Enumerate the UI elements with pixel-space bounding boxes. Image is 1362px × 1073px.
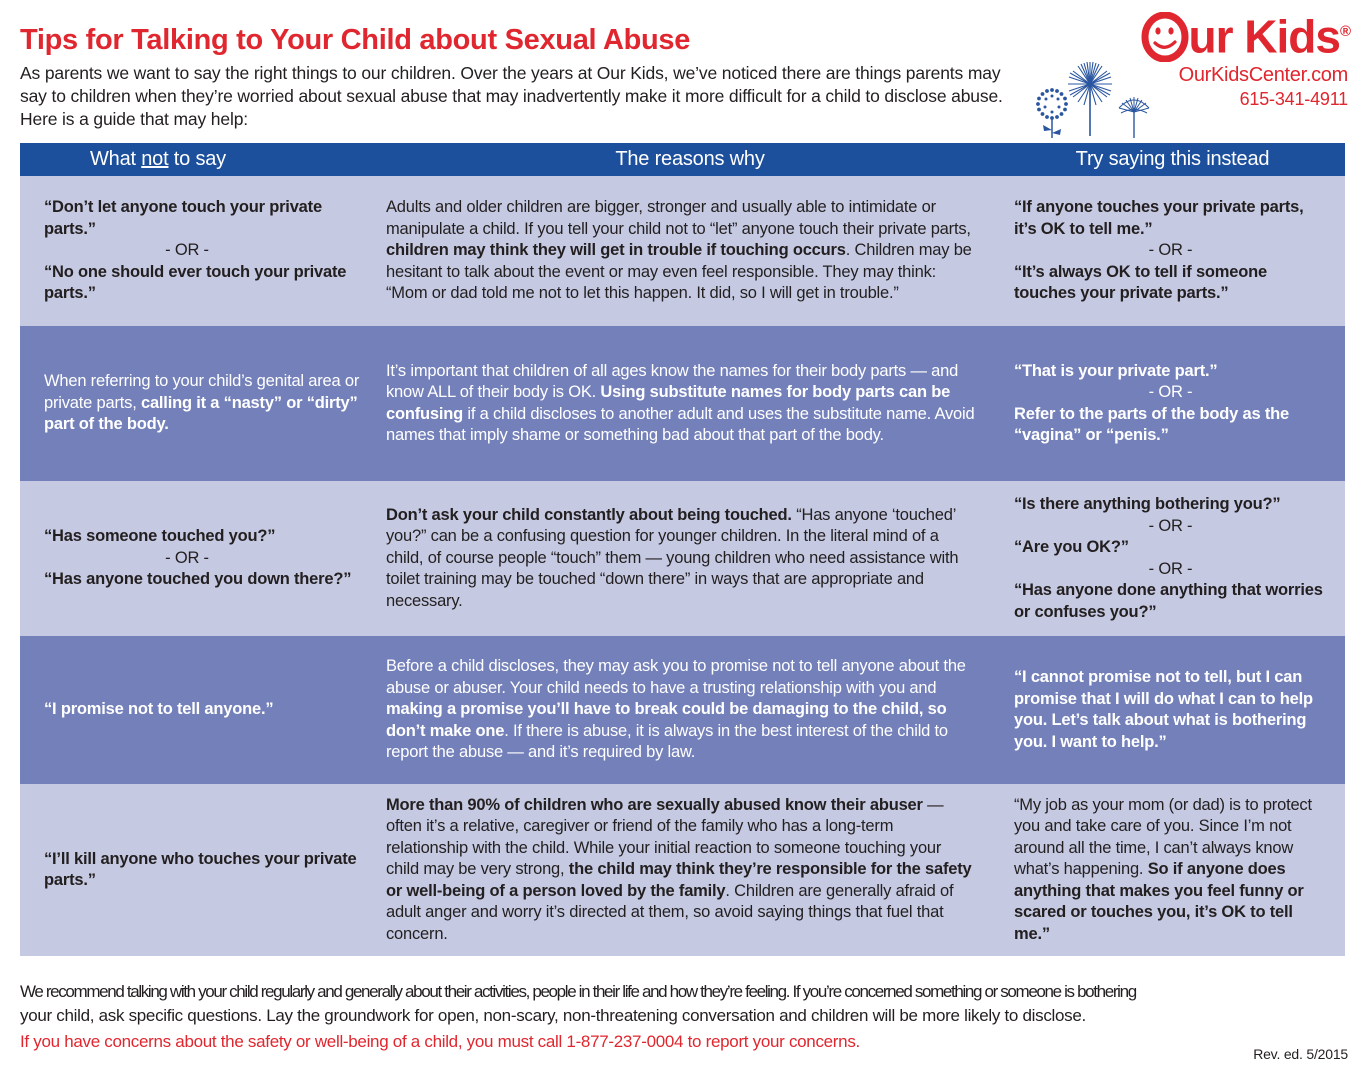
reason-part-c: — often it’s a relative, caregiver or friend of the family who has a long-term relationship with the child. While your initial reaction to someone touching your child may be very strong, bbox=[386, 795, 944, 879]
phrase-1: “Don’t let anyone touch your private parts.” bbox=[44, 198, 322, 238]
document-footer bbox=[20, 980, 1350, 1054]
reason-part-a: Adults and older children are bigger, stronger and usually able to intimidate or manipulate a child. If you tell your child not to “let” anyone touch their private parts, bbox=[386, 198, 971, 238]
alt-phrase-1: “That is your private part.” bbox=[1014, 361, 1218, 380]
alt-phrase-bold: So if anyone does anything that makes you feel funny or scared or touches you, it’s OK to tell me.” bbox=[1014, 860, 1304, 943]
what-not-to-say-cell: “I’ll kill anyone who touches your private parts.” bbox=[44, 849, 357, 889]
column-header-try-saying: Try saying this instead bbox=[1075, 148, 1270, 170]
or-separator: - OR - bbox=[1148, 383, 1193, 401]
registered-trademark: ® bbox=[1339, 23, 1350, 40]
reason-part-c: . If there is abuse, it is always in the best interest of the child to report the abuse — and it’s required by law. bbox=[386, 721, 948, 762]
try-saying-cell bbox=[1000, 488, 1345, 629]
table-row bbox=[20, 481, 1345, 636]
reason-part-c: “Has anyone ‘touched’ you?” can be a confusing question for younger children. In the literal mind of a child, of course people “touch” them — young children who need assistance with toilet training may be touched “down there” in ways that are appropriate and necessary. bbox=[386, 505, 959, 610]
or-separator: - OR - bbox=[165, 241, 209, 260]
try-saying-cell bbox=[1000, 355, 1345, 453]
table-row bbox=[20, 636, 1345, 784]
reason-part-e: . Children are generally afraid of adult anger and worry it’s directed at them, so avoid saying things that fuel that concern. bbox=[386, 881, 954, 943]
reason-part-b: More than 90% of children who are sexually abused know their abuser bbox=[386, 795, 923, 814]
footer-hotline-notice: If you have concerns about the safety or well-being of a child, you must call 1-877-237-0004 to report your concerns. bbox=[20, 1032, 860, 1051]
alt-phrase-2: Refer to the parts of the body as the “vagina” or “penis.” bbox=[1014, 404, 1289, 444]
reason-cell bbox=[380, 191, 1000, 311]
reason-part-b: making a promise you’ll have to break could be damaging to the child, so don’t make one bbox=[386, 700, 947, 740]
intro-paragraph: As parents we want to say the right things to our children. Over the years at Our Kids, we’ve noticed there are things parents may say to children when they’re worried about sexual abuse that may inadvertently make it more difficult for a child to disclose abuse. Here is a guide that may help: bbox=[20, 63, 1003, 129]
alt-phrase-1: “Is there anything bothering you?” bbox=[1014, 495, 1281, 513]
reason-cell bbox=[380, 650, 1000, 770]
revision-label: Rev. ed. 5/2015 bbox=[1253, 1046, 1348, 1062]
alt-phrase-1: “If anyone touches your private parts, it’s OK to tell me.” bbox=[1014, 198, 1304, 238]
col1-label-underlined: not bbox=[141, 148, 169, 170]
what-not-to-say-cell: “I promise not to tell anyone.” bbox=[44, 700, 274, 719]
reason-part-c: . Children may be hesitant to talk about the event or may even feel responsible. They may think: “Mom or dad told me not to let this happen. It did, so I will get in trouble.” bbox=[386, 241, 972, 303]
col1-label-after: to say bbox=[168, 148, 226, 170]
document-header bbox=[0, 0, 1362, 140]
what-not-to-say-cell bbox=[20, 191, 380, 311]
table-row bbox=[20, 784, 1345, 956]
or-separator: - OR - bbox=[1148, 559, 1193, 578]
or-separator: - OR - bbox=[1148, 241, 1193, 260]
reason-part-a: Before a child discloses, they may ask you to promise not to tell anyone about the abuse or abuser. Your child needs to have a trusting relationship with you and bbox=[386, 657, 966, 697]
column-header-reasons-why: The reasons why bbox=[615, 148, 765, 170]
page-title: Tips for Talking to Your Child about Sexual Abuse bbox=[20, 24, 691, 56]
footer-line-2: your child, ask specific questions. Lay the groundwork for open, non-scary, non-threatening conversation and children will be more likely to disclose. bbox=[20, 1006, 1086, 1025]
what-not-to-say-cell bbox=[20, 365, 380, 442]
phrase-2: “No one should ever touch your private parts.” bbox=[44, 262, 347, 303]
reason-cell bbox=[380, 789, 1000, 952]
reason-part-a: It’s important that children of all ages know the names for their body parts — and know ALL of their body is OK. bbox=[386, 361, 959, 401]
alt-phrase-3: “Has anyone done anything that worries or confuses you?” bbox=[1014, 581, 1323, 621]
what-not-to-say-cell bbox=[20, 520, 380, 597]
phrase-bold: calling it a “nasty” or “dirty” part of the body. bbox=[44, 393, 358, 434]
our-kids-wordmark bbox=[1140, 6, 1350, 62]
table-header-row bbox=[20, 143, 1345, 176]
phrase-plain: When referring to your child’s genital area or private parts, bbox=[44, 372, 360, 412]
phrase-2: “Has anyone touched you down there?” bbox=[44, 570, 352, 589]
or-separator: - OR - bbox=[1148, 516, 1193, 535]
reason-part-b: Using substitute names for body parts can be confusing bbox=[386, 383, 951, 423]
phrase-1: “Has someone touched you?” bbox=[44, 527, 276, 546]
logo-phone-number: 615-341-4911 bbox=[1239, 89, 1348, 109]
reason-part-b: Don’t ask your child constantly about being touched. bbox=[386, 505, 792, 524]
or-separator: - OR - bbox=[165, 548, 209, 567]
alt-phrase-plain: “My job as your mom (or dad) is to protect you and take care of you. Since I’m not around all the time, I can’t always know what’s happening. bbox=[1014, 795, 1312, 879]
column-header-what-not-to-say bbox=[20, 148, 380, 171]
reason-part-b: children may think they will get in trouble if touching occurs bbox=[386, 241, 846, 260]
alt-phrase-2: “Are you OK?” bbox=[1014, 538, 1129, 556]
logo-website-url: OurKidsCenter.com bbox=[1178, 64, 1348, 86]
reason-part-c: if a child discloses to another adult and uses the substitute name. Avoid names that imply shame or something bad about that part of the body. bbox=[386, 404, 975, 444]
reason-part-d: the child may think they’re responsible for the safety or well-being of a person loved by the family bbox=[386, 860, 972, 900]
try-saying-cell bbox=[1000, 191, 1345, 311]
dandelion-flowers-icon bbox=[1030, 54, 1162, 138]
alt-phrase-2: “It’s always OK to tell if someone touches your private parts.” bbox=[1014, 262, 1267, 303]
table-row bbox=[20, 326, 1345, 481]
try-saying-cell: “I cannot promise not to tell, but I can promise that I will do what I can to help you. Let’s talk about what is bothering you. I want to help.” bbox=[1014, 668, 1313, 751]
col1-label-before: What bbox=[90, 148, 142, 170]
reason-cell bbox=[380, 355, 1000, 453]
reason-cell bbox=[380, 499, 1000, 619]
footer-line-1: We recommend talking with your child regularly and generally about their activities, people in their life and how they’re feeling. If you’re concerned something or someone is bothering bbox=[20, 982, 1136, 1001]
logo-name-text: ur Kids bbox=[1188, 10, 1340, 63]
smiley-face-o-icon bbox=[1140, 12, 1190, 62]
try-saying-cell bbox=[1000, 789, 1345, 952]
table-row bbox=[20, 176, 1345, 326]
tips-table bbox=[20, 143, 1345, 956]
our-kids-logo bbox=[1022, 4, 1352, 136]
